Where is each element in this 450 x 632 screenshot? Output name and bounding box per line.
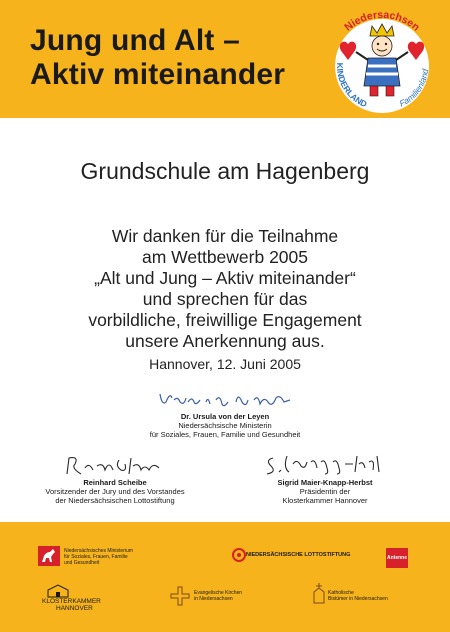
certificate-text-line: Wir danken für die Teilnahme <box>111 226 339 246</box>
sponsor-text: und Gesundheit <box>64 560 100 566</box>
certificate-text-line: am Wettbewerb 2005 <box>141 247 309 267</box>
certificate-text-line: „Alt und Jung – Aktiv miteinander“ <box>94 268 356 288</box>
sponsor-text: Evangelische Kirchen <box>194 590 243 596</box>
sponsor-ministry <box>64 548 133 566</box>
sponsor-text: HANNOVER <box>56 605 93 612</box>
sponsor-katholische-bistuemer <box>328 590 388 602</box>
signature-block-klosterkammer <box>240 450 410 505</box>
kinderland-familienland-logo <box>318 6 446 114</box>
signatory-title: Präsidentin der <box>299 487 351 496</box>
title-line-2: Aktiv miteinander <box>30 58 286 91</box>
school-name: Grundschule am Hagenberg <box>80 158 370 184</box>
lower-saxony-horse-icon <box>38 546 60 566</box>
handwritten-signature <box>55 452 175 478</box>
signatory-title: Klosterkammer Hannover <box>282 496 368 505</box>
sponsor-text: Bistümer in Niedersachsen <box>328 596 388 602</box>
certificate-text-line: unsere Anerkennung aus. <box>125 331 325 351</box>
certificate-title <box>30 24 285 92</box>
sponsor-klosterkammer <box>42 598 101 612</box>
handwritten-signature <box>150 388 300 412</box>
title-line-1: Jung und Alt – <box>30 24 241 57</box>
sponsor-evangelische-kirchen <box>194 590 242 602</box>
klosterkammer-building-icon <box>46 584 70 598</box>
certificate-text <box>0 226 450 352</box>
signatory-title: Vorsitzender der Jury und des Vorstandes <box>45 487 185 496</box>
signatory-title: der Niedersächsischen Lottostiftung <box>55 496 175 505</box>
signature-block-jury <box>30 452 200 505</box>
sponsor-band <box>0 522 450 632</box>
sponsor-text: Katholische <box>328 590 354 596</box>
svg-text:Familienland: Familienland <box>397 68 431 109</box>
signatory-name: Dr. Ursula von der Leyen <box>180 412 270 421</box>
svg-text:KINDERLAND: KINDERLAND <box>334 62 369 110</box>
sponsor-text: in Niedersachsen <box>194 596 233 602</box>
sponsor-text: KLOSTERKAMMER <box>42 598 101 605</box>
lottostiftung-icon <box>232 548 246 562</box>
signatory-title: für Soziales, Frauen, Familie und Gesundheit <box>149 430 301 439</box>
svg-text:Niedersachsen: Niedersachsen <box>342 8 422 34</box>
cross-icon <box>170 586 190 606</box>
sponsor-antenne: Antenne <box>386 548 408 568</box>
sponsor-text: für Soziales, Frauen, Familie <box>64 554 128 560</box>
handwritten-signature <box>255 450 395 478</box>
sponsor-text: Niedersächsisches Ministerium <box>64 548 133 554</box>
certificate-text-line: und sprechen für das <box>142 289 308 309</box>
sponsor-lottostiftung: NIEDERSÄCHSISCHE LOTTOSTIFTUNG <box>246 552 351 558</box>
certificate-text-line: vorbildliche, freiwillige Engagement <box>88 310 362 330</box>
certificate-date: Hannover, 12. Juni 2005 <box>149 356 301 372</box>
signatory-name: Reinhard Scheibe <box>83 478 147 487</box>
church-icon <box>312 582 326 604</box>
signatory-title: Niedersächsische Ministerin <box>178 421 272 430</box>
signature-block-minister <box>125 388 325 439</box>
signatory-name: Sigrid Maier-Knapp-Herbst <box>277 478 373 487</box>
